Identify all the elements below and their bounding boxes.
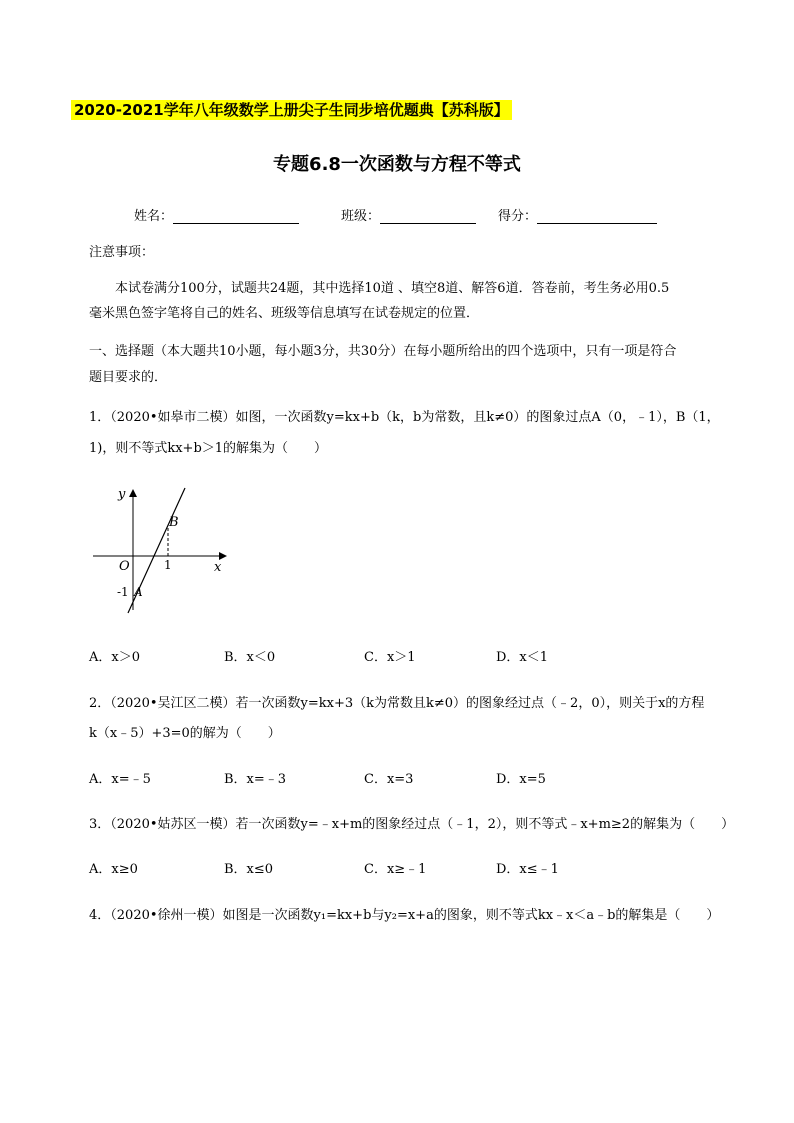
q2-option-c[interactable]: C．x=3 (364, 772, 414, 787)
score-field-group (498, 205, 657, 224)
question-2-line-2: k（x﹣5）+3=0的解为（ ） (89, 726, 281, 741)
q2-option-d[interactable]: D．x=5 (496, 772, 546, 787)
notice-line-2: 毫米黑色签字笔将自己的姓名、班级等信息填写在试卷规定的位置． (89, 306, 480, 321)
q1-option-c[interactable]: C．x＞1 (364, 650, 416, 665)
document-banner: 2020-2021学年八年级数学上册尖子生同步培优题典【苏科版】 (71, 100, 512, 120)
page-title: 专题6.8一次函数与方程不等式 (273, 154, 521, 175)
section-1-line-1: 一、选择题（本大题共10小题，每小题3分，共30分）在每小题所给出的四个选项中，只有一项是符合 (89, 344, 677, 359)
question-1-line-1: 1．（2020•如皋市二模）如图，一次函数y=kx+b（k，b为常数，且k≠0）的图象过点A（0，﹣1），B（1， (89, 410, 720, 425)
score-label: 得分： (498, 209, 538, 224)
q1-option-b[interactable]: B．x＜0 (224, 650, 276, 665)
x-tick-1-label: 1 (164, 558, 172, 572)
y-tick-minus-1-label: -1 (117, 585, 129, 599)
section-1-line-2: 题目要求的． (89, 370, 168, 385)
class-field-group (341, 205, 476, 224)
question-1-line-2: 1)，则不等式kx+b＞1的解集为（ ） (89, 441, 328, 456)
origin-label: O (119, 559, 130, 574)
q2-option-b[interactable]: B．x=﹣3 (224, 772, 287, 787)
class-label: 班级： (341, 209, 381, 224)
name-label: 姓名： (134, 209, 174, 224)
q1-option-d[interactable]: D．x＜1 (496, 650, 549, 665)
q3-option-a[interactable]: A．x≥0 (89, 862, 138, 877)
q3-option-c[interactable]: C．x≥﹣1 (364, 862, 427, 877)
q3-option-b[interactable]: B．x≤0 (224, 862, 274, 877)
q3-option-d[interactable]: D．x≤﹣1 (496, 862, 559, 877)
point-a-label: A (134, 585, 143, 599)
name-field-group (134, 205, 299, 224)
question-1-graph (88, 480, 238, 615)
class-blank[interactable] (380, 209, 476, 224)
x-axis-label: x (214, 560, 222, 575)
y-axis-label: y (118, 487, 126, 502)
name-blank[interactable] (173, 209, 299, 224)
point-b-label: B (169, 515, 179, 530)
q2-option-a[interactable]: A．x=﹣5 (89, 772, 151, 787)
question-4-line-1: 4．（2020•徐州一模）如图是一次函数y₁=kx+b与y₂=x+a的图象，则不等式kx﹣x＜a﹣b的解集是（ ） (89, 908, 720, 923)
q1-option-a[interactable]: A．x＞0 (89, 650, 140, 665)
notice-heading: 注意事项： (89, 245, 155, 260)
question-3-line-1: 3．（2020•姑苏区一模）若一次函数y=﹣x+m的图象经过点（﹣1，2），则不等式﹣x+m≥2的解集为（ ） (89, 817, 735, 832)
notice-line-1: 本试卷满分100分，试题共24题，其中选择10道 、填空8道、解答6道．答卷前，考生务必用0.5 (115, 281, 670, 296)
score-blank[interactable] (537, 209, 657, 224)
question-2-line-1: 2．（2020•吴江区二模）若一次函数y=kx+3（k为常数且k≠0）的图象经过点（﹣2，0），则关于x的方程 (89, 696, 705, 711)
